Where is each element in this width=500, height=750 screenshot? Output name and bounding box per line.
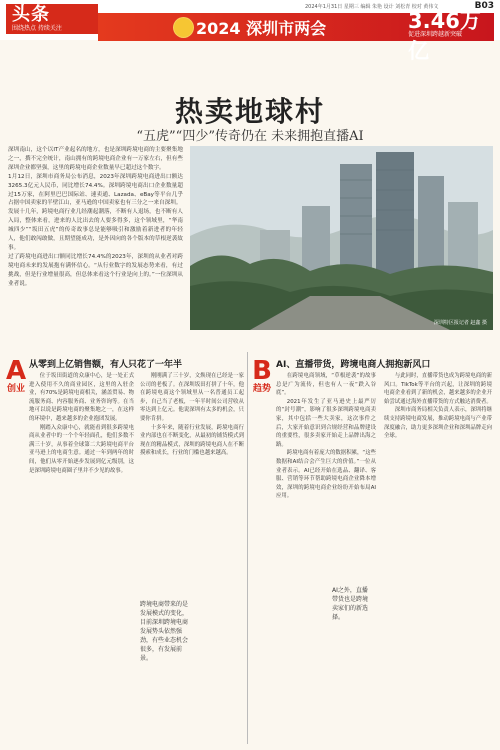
section-a-paragraph: 刚踏入众康中心，就能看到很多跨境电商从业者中的一个个年轻面孔，他们多数不满三十岁，从事着全球第二大跨境电商平台亚马逊上的电商生意。通过一年到两年的时间，他们从零开始逐步发展到亿元级别，这是深圳跨境电商圈子里并不少见的故事。 [29, 424, 134, 474]
section-b-paragraph: 深圳市商务局相关负责人表示，深圳将继续支持跨境电商发展，推动跨境电商与产业带深度融合，助力更多深圳企业和深圳品牌走向全球。 [384, 407, 492, 440]
lead-paragraph: 过了跨境电商进出口额同比增长74.4%的2023年，深圳的从业者对跨境电商未来的发展抱有满怀信心。“从行业数字的发展态势来看，有过挑战，但是行业增量很高，但总体来看这个行业是向上的。”一位深圳从业者说。 [8, 253, 183, 287]
section-a-letter: A [6, 356, 27, 386]
section-b-column-1 [276, 372, 376, 501]
lead-paragraph: 深圳南山，这个以IT产业起名的地方，也是深圳跨境电商的主要聚集地之一，撰不完全统计，南山拥有的跨境电商企业有一万家左右，但有些深圳企业都坚强，这里的跨境电商企业数量早已超过这个数字。 [8, 147, 183, 171]
section-b-paragraph: 跨境电商有着庞大的数据积累，“这些数据和AI结合会产生巨大的价值。”一位从业者表示。AI已经开始在选品、翻译、客服、营销等环节帮助跨境电商企业降本增效，深圳的跨境电商企业纷纷开始布局AI应用。 [276, 450, 376, 500]
section-a-tag: 创业 [6, 384, 25, 394]
subheadline: “五虎”“四少”传奇仍在 未来拥抱直播AI [136, 129, 364, 144]
section-b-tag: 趋势 [252, 384, 271, 394]
gdp-figure-caption: 促进深圳跨越新突破 [408, 31, 463, 38]
lead-paragraph: 发展十几年，跨境电商行业几经潮起潮落，不断有人退场，也不断有人入局，整体来看，进来的人比出去的人要多得多，这个领域里，“华南城四少”“坂田五虎”的传奇故事总是能够吸引和激励着新进者的年轻人，他们敢闯敢做，且期望能成功，是外因向的各个版本的草根逆袭故事。 [8, 209, 183, 251]
section-a-paragraph: 十多年来，随着行业发展，跨境电商行业内部也在不断变化，从最初的铺货模式到现在的精品模式，深圳的跨境电商人在不断摸索和成长，行业的门槛也越来越高。 [140, 424, 244, 457]
section-b-paragraph: 在跨境电商领域，“草根逆袭”的故事总是广为流传，但也有人一夜“跌入谷底”。 [276, 373, 376, 397]
skyline-photo [190, 146, 493, 330]
photo-credit: 深圳特区报记者 赵鑫 摄 [433, 320, 487, 326]
page-number: B03 [474, 1, 494, 11]
section-masthead [6, 4, 98, 34]
section-slogan: 围绕热点 持续关注 [12, 25, 62, 32]
section-b-label [252, 358, 272, 394]
section-a-paragraph: 位于坂田街道的众康中心，是一处正式进入使用不久的商业园区，这里的入驻企业，有70%是跨境电商相关，涵盖贸易、物流服务商、内容服务商、业务咨询等。在当地可以说是跨境电商的聚集地之一，在这样的环境中，越来越多的企业抱团发展。 [29, 373, 134, 422]
lead-column [8, 146, 183, 289]
section-a-paragraph: 刚刚满了三十岁，文焕现在已经是一家公司的老板了。在深圳坂田打拼了十年，他在跨境电商这个领域里从一名普通员工起步，自己当了老板，一年半时间公司营收从零达到上亿元。他说深圳有太多的机会，只要你肯拼。 [140, 373, 244, 422]
column-divider [247, 352, 248, 744]
section-a-column-1 [29, 372, 134, 475]
emblem-icon [173, 17, 194, 38]
section-b-paragraph: 2021年发生了亚马逊史上最严厉的“封号潮”，影响了很多深圳跨境电商卖家，其中包括一些大卖家，这次事件之后，大家开始意识到合规经营和品牌建设的重要性，很多卖家开始走上品牌出海之路。 [276, 398, 376, 448]
dateline: 2024年1月31日 星期三 编辑 朱艳 设计 刘松青 校对 黄伟文 [305, 4, 439, 10]
section-name: 头条 [12, 4, 50, 25]
section-b-heading: AI、直播带货，跨境电商人拥抱新风口 [276, 360, 431, 370]
section-b-letter: B [252, 356, 272, 386]
headline: 热卖地球村 [174, 95, 325, 128]
pull-quote-a: 跨境电商带来的是发展模式的变化，目前深圳跨境电商发展势头依然强劲，有些业态机会很多，有发展前景。 [140, 601, 189, 662]
section-a-column-2 [140, 372, 244, 597]
city-skyline-image [190, 146, 493, 330]
event-banner [98, 9, 494, 63]
section-a-heading: 从零到上亿销售额，有人只花了一年半 [29, 360, 183, 370]
section-b-paragraph: 与此同时，直播带货也成为跨境电商的新风口。TikTok等平台的兴起，让深圳的跨境电商企业看到了新的机会，越来越多的企业开始尝试通过海外直播带货的方式触达消费者。 [384, 373, 492, 405]
lead-paragraph: 1月12日，深圳市商务局公布消息，2023年深圳跨境电商进出口额达3265.3亿元人民币，同比增长74.4%。深圳跨境电商出口企业数量超过15万家，在阿里巴巴国际站、速卖通、Lazada、eBay等平台几乎占据中国卖家的半壁江山，亚马逊的中国卖家也有三分之一来自深圳。 [8, 173, 183, 207]
pull-quote-b: AI之外，直播带货也是跨境卖家们的新选择。 [332, 587, 369, 621]
section-a-label [6, 358, 26, 394]
gdp-figure-number: 3.46万亿 [408, 9, 481, 63]
section-b-column-2 [384, 372, 492, 441]
banner-title: 2024 深圳市两会 [196, 19, 327, 38]
gdp-figure [404, 5, 490, 63]
